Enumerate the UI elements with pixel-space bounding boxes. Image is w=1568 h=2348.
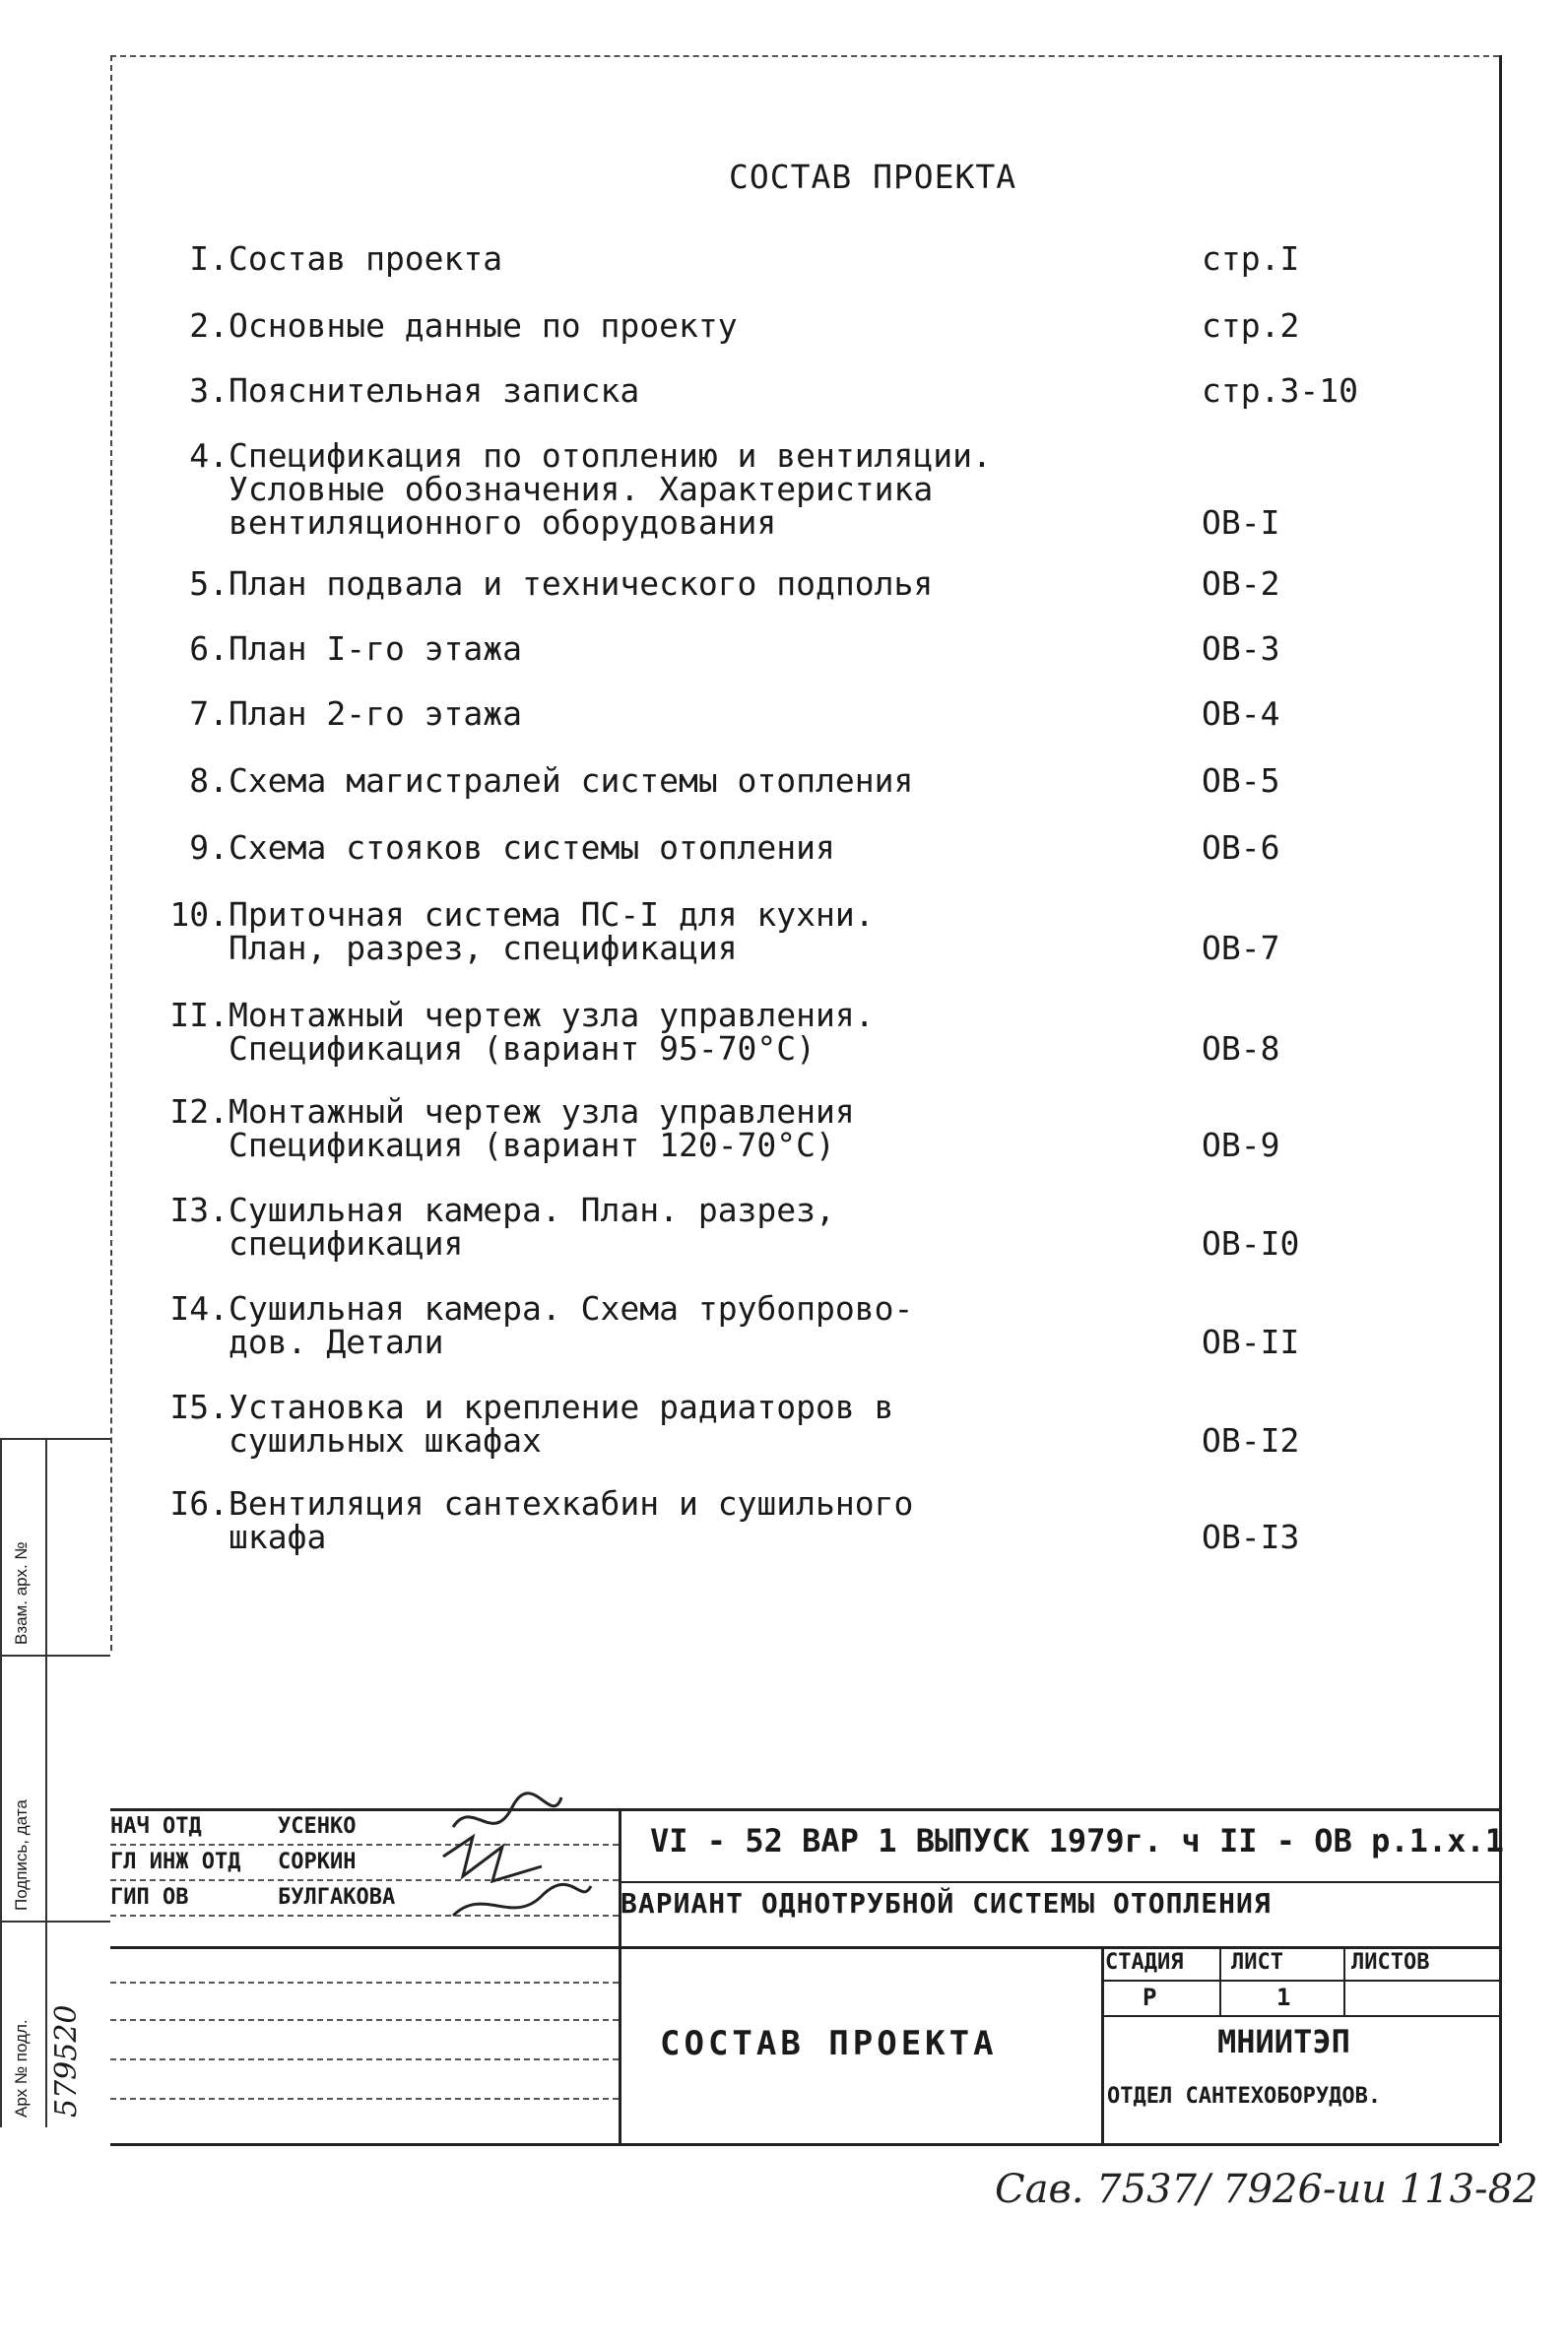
stamp-variant: ВАРИАНТ ОДНОТРУБНОЙ СИСТЕМЫ ОТОПЛЕНИЯ — [621, 1887, 1272, 1920]
entry-page: стр.I — [1202, 239, 1300, 278]
entry-title: План подвала и технического подполья — [229, 564, 934, 603]
entry-page: ОВ-5 — [1202, 761, 1280, 800]
entry-number: 3. — [189, 371, 229, 410]
entry-title: Монтажный чертеж узла управления Спецификация (вариант 120-70°С) — [229, 1092, 855, 1164]
entry-number: 4. — [189, 436, 229, 475]
entry-title: Основные данные по проекту — [229, 306, 738, 345]
entry-number: I3. — [169, 1191, 229, 1229]
entry-page: ОВ-2 — [1202, 564, 1280, 603]
stamp-code: VI - 52 ВАР 1 ВЫПУСК 1979г. ч II - ОВ р.1.х.1 — [650, 1822, 1504, 1859]
entry-number: I6. — [169, 1484, 229, 1523]
stamp-role: ГИП ОВ — [110, 1885, 189, 1910]
stamp-stage-header: СТАДИЯ — [1105, 1950, 1184, 1975]
stamp-line — [1101, 2015, 1499, 2017]
entry-page: стр.2 — [1202, 306, 1300, 345]
entry-number: 9. — [189, 828, 229, 867]
entry-page: ОВ-I3 — [1202, 1518, 1300, 1556]
entry-title: План 2-го этажа — [229, 694, 523, 733]
entry-page: ОВ-6 — [1202, 828, 1280, 867]
stamp-line — [619, 1881, 1499, 1883]
stamp-name: УСЕНКО — [278, 1814, 357, 1839]
side-strip-divider — [0, 1438, 110, 1440]
entry-page: ОВ-I2 — [1202, 1421, 1300, 1460]
entry-title: Сушильная камера. Схема трубопрово- дов. Детали — [229, 1289, 914, 1361]
stamp-top-line — [110, 1808, 1499, 1811]
side-arh-number: 579520 — [49, 2004, 84, 2118]
side-strip-outer-line — [0, 1438, 2, 2127]
entry-page: ОВ-I0 — [1202, 1224, 1300, 1263]
entry-page: ОВ-8 — [1202, 1029, 1280, 1068]
entry-number: 5. — [189, 564, 229, 603]
side-label-podpis: Подпись, дата — [12, 1799, 31, 1911]
stamp-divider — [1219, 1946, 1221, 2015]
stamp-row-line — [110, 1982, 619, 1984]
stamp-line — [110, 1946, 1499, 1949]
entry-page: стр.3-10 — [1202, 371, 1358, 410]
side-label-arh: Арх № подл. — [12, 2019, 31, 2118]
stamp-sheet-number: 1 — [1276, 1984, 1291, 2011]
entry-title: План I-го этажа — [229, 629, 523, 668]
stamp-row-line — [110, 2098, 619, 2100]
stamp-name: СОРКИН — [278, 1850, 357, 1874]
stamp-stage: Р — [1143, 1984, 1157, 2011]
entry-number: 8. — [189, 761, 229, 800]
stamp-sheets-header: ЛИСТОВ — [1351, 1950, 1430, 1975]
entry-page: ОВ-9 — [1202, 1126, 1280, 1164]
entry-title: Вентиляция сантехкабин и сушильного шкафа — [229, 1484, 914, 1556]
stamp-divider — [1101, 1946, 1104, 2143]
entry-page: ОВ-4 — [1202, 694, 1280, 733]
entry-page: ОВ-II — [1202, 1323, 1300, 1361]
stamp-divider — [1343, 1946, 1345, 2015]
side-strip-divider — [0, 1655, 110, 1657]
stamp-department: ОТДЕЛ САНТЕХОБОРУДОВ. — [1107, 2084, 1382, 2109]
entry-number: II. — [169, 996, 229, 1034]
entry-title: Сушильная камера. План. разрез, спецификация — [229, 1191, 835, 1263]
stamp-row-line — [110, 2058, 619, 2060]
stamp-row-line — [110, 2019, 619, 2021]
frame-left-border — [110, 55, 112, 1651]
entry-number: I2. — [169, 1092, 229, 1131]
stamp-name: БУЛГАКОВА — [278, 1885, 396, 1910]
signature-marks — [433, 1788, 630, 1935]
entry-title: Схема стояков системы отопления — [229, 828, 835, 867]
entry-page: ОВ-3 — [1202, 629, 1280, 668]
side-strip-divider — [0, 1921, 110, 1923]
stamp-line — [1101, 1980, 1499, 1982]
stamp-sheet-title: СОСТАВ ПРОЕКТА — [660, 2024, 998, 2063]
entry-number: 7. — [189, 694, 229, 733]
document-title: СОСТАВ ПРОЕКТА — [729, 158, 1017, 196]
side-strip-inner-line — [45, 1438, 47, 2127]
entry-title: Схема магистралей системы отопления — [229, 761, 914, 800]
entry-number: I5. — [169, 1388, 229, 1426]
stamp-sheet-header: ЛИСТ — [1231, 1950, 1283, 1975]
entry-number: 6. — [189, 629, 229, 668]
entry-number: 10. — [169, 895, 229, 934]
entry-number: I. — [189, 239, 229, 278]
entry-title: Приточная система ПС-I для кухни. План, разрез, спецификация — [229, 895, 875, 967]
frame-top-border — [110, 55, 1499, 57]
entry-title: Состав проекта — [229, 239, 503, 278]
stamp-bottom-line — [110, 2143, 1499, 2146]
stamp-role: НАЧ ОТД — [110, 1814, 202, 1839]
entry-title: Монтажный чертеж узла управления. Спецификация (вариант 95-70°С) — [229, 996, 875, 1068]
stamp-organization: МНИИТЭП — [1217, 2023, 1350, 2060]
entry-number: 2. — [189, 306, 229, 345]
side-label-vzam: Взам. арх. № — [12, 1541, 31, 1645]
entry-title: Пояснительная записка — [229, 371, 640, 410]
stamp-role: ГЛ ИНЖ ОТД — [110, 1850, 241, 1874]
entry-title: Спецификация по отоплению и вентиляции. Условные обозначения. Характеристика вентиляционного оборудования — [229, 436, 992, 542]
entry-number: I4. — [169, 1289, 229, 1328]
entry-title: Установка и крепление радиаторов в сушильных шкафах — [229, 1388, 894, 1460]
entry-page: ОВ-7 — [1202, 929, 1280, 967]
handwritten-note: Сав. 7537/ 7926-ии 113-82 — [995, 2167, 1538, 2212]
entry-page: ОВ-I — [1202, 503, 1280, 542]
